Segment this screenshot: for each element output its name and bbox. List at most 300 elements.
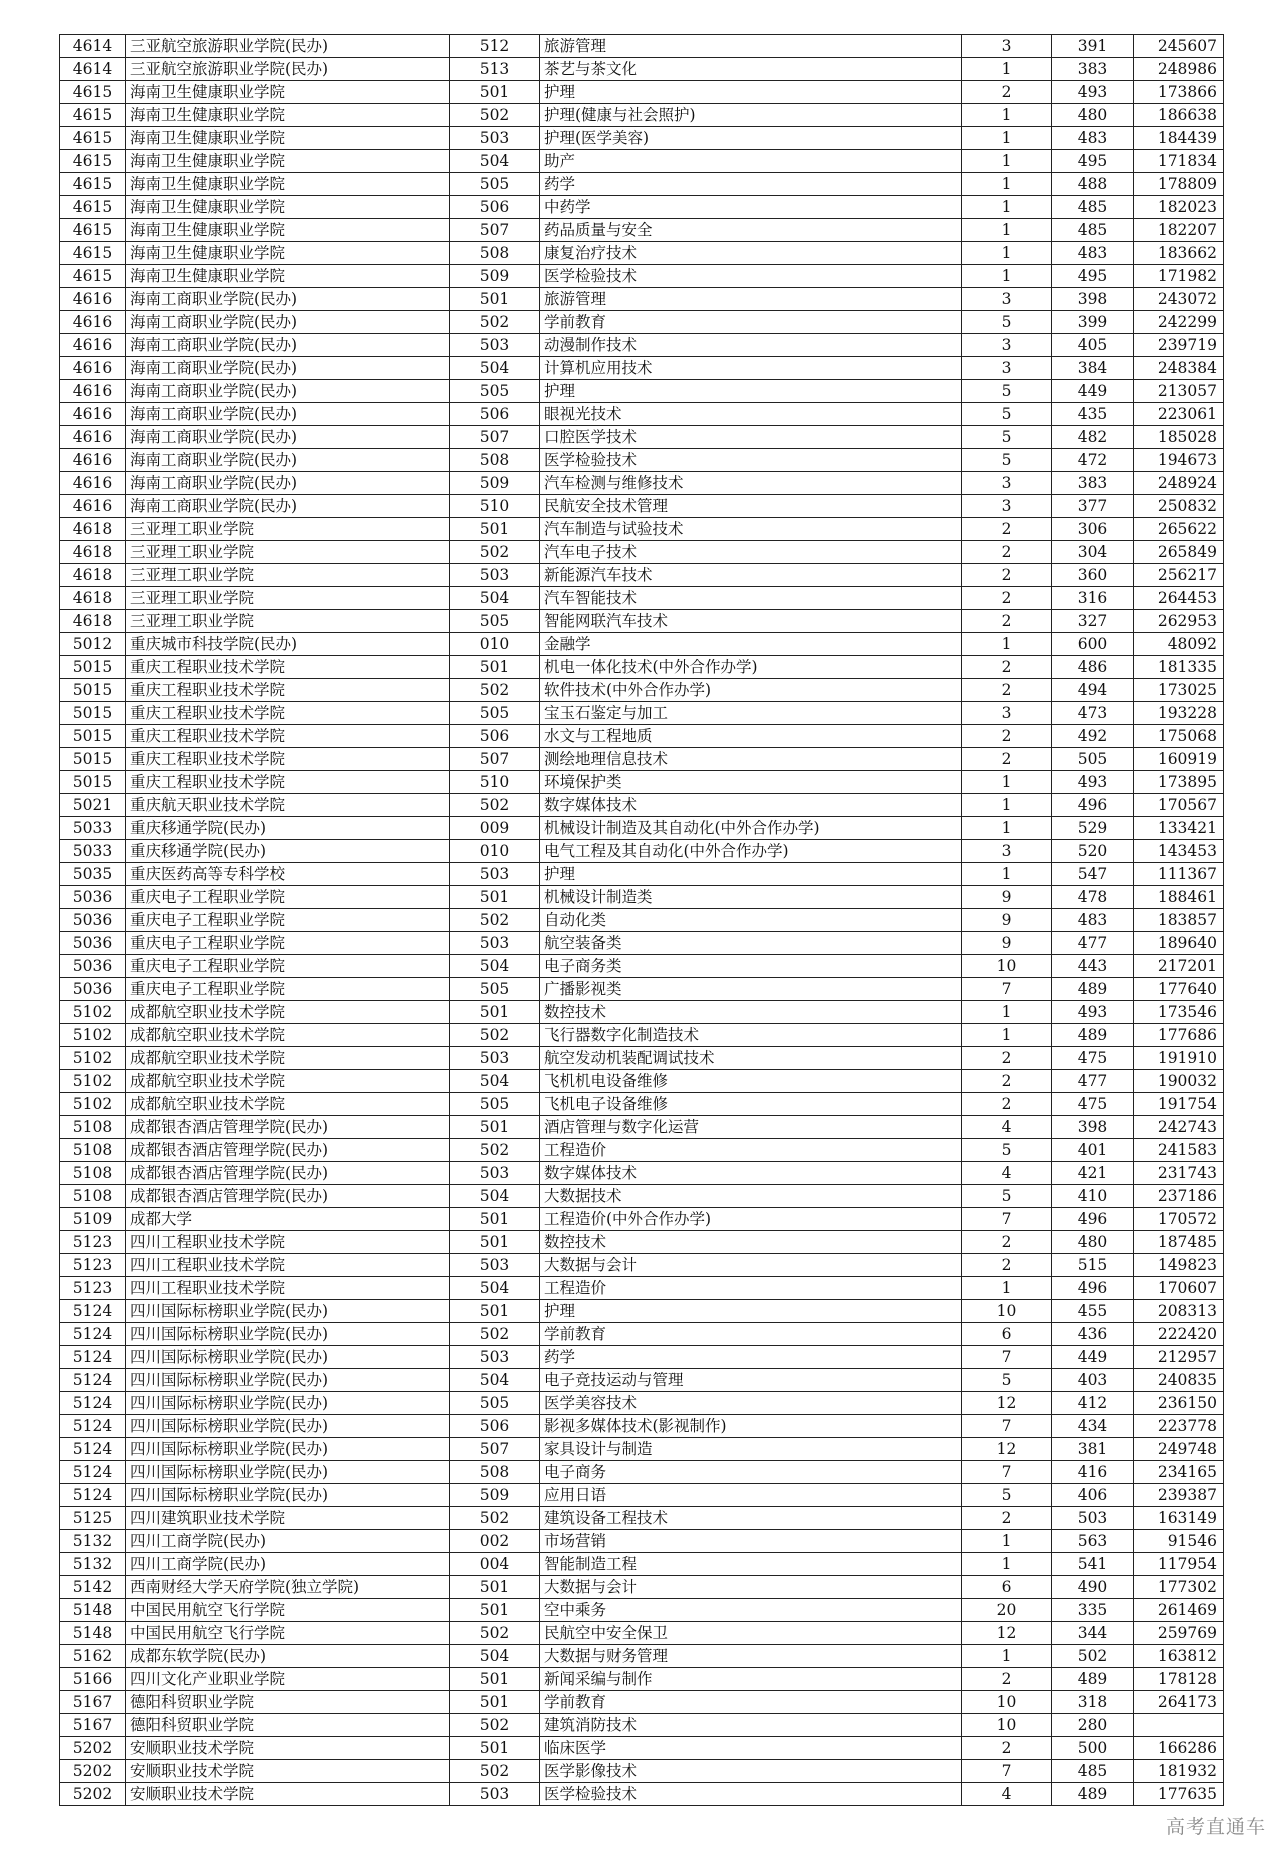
- plan-count-cell: 1: [962, 1024, 1052, 1047]
- major-name-cell: 动漫制作技术: [540, 334, 962, 357]
- plan-count-cell: 2: [962, 1047, 1052, 1070]
- min-score-cell: 435: [1052, 403, 1134, 426]
- major-code-cell: 505: [450, 978, 540, 1001]
- major-name-cell: 护理: [540, 380, 962, 403]
- school-code-cell: 5033: [60, 817, 126, 840]
- min-score-cell: 492: [1052, 725, 1134, 748]
- school-name-cell: 四川工程职业技术学院: [126, 1254, 450, 1277]
- plan-count-cell: 5: [962, 380, 1052, 403]
- school-code-cell: 5036: [60, 886, 126, 909]
- table-row: [60, 1553, 1224, 1576]
- major-name-cell: 空中乘务: [540, 1599, 962, 1622]
- major-name-cell: 中药学: [540, 196, 962, 219]
- min-score-cell: 496: [1052, 794, 1134, 817]
- min-score-cell: 477: [1052, 1070, 1134, 1093]
- min-rank-cell: 181932: [1134, 1760, 1224, 1783]
- school-name-cell: 海南卫生健康职业学院: [126, 242, 450, 265]
- major-code-cell: 503: [450, 1254, 540, 1277]
- plan-count-cell: 1: [962, 173, 1052, 196]
- min-score-cell: 416: [1052, 1461, 1134, 1484]
- school-name-cell: 四川国际标榜职业学院(民办): [126, 1484, 450, 1507]
- min-score-cell: 478: [1052, 886, 1134, 909]
- min-rank-cell: 133421: [1134, 817, 1224, 840]
- school-name-cell: 成都银杏酒店管理学院(民办): [126, 1185, 450, 1208]
- school-name-cell: 四川工商学院(民办): [126, 1530, 450, 1553]
- table-row: [60, 1737, 1224, 1760]
- school-name-cell: 海南工商职业学院(民办): [126, 311, 450, 334]
- plan-count-cell: 10: [962, 1714, 1052, 1737]
- min-score-cell: 483: [1052, 242, 1134, 265]
- table-row: [60, 242, 1224, 265]
- school-code-cell: 5124: [60, 1392, 126, 1415]
- min-score-cell: 600: [1052, 633, 1134, 656]
- major-name-cell: 建筑设备工程技术: [540, 1507, 962, 1530]
- plan-count-cell: 3: [962, 357, 1052, 380]
- min-score-cell: 306: [1052, 518, 1134, 541]
- min-score-cell: 489: [1052, 1024, 1134, 1047]
- plan-count-cell: 20: [962, 1599, 1052, 1622]
- min-rank-cell: 231743: [1134, 1162, 1224, 1185]
- min-score-cell: 541: [1052, 1553, 1134, 1576]
- min-score-cell: 485: [1052, 219, 1134, 242]
- major-name-cell: 自动化类: [540, 909, 962, 932]
- plan-count-cell: 5: [962, 1369, 1052, 1392]
- school-code-cell: 4615: [60, 104, 126, 127]
- table-row: [60, 1047, 1224, 1070]
- school-name-cell: 四川工程职业技术学院: [126, 1277, 450, 1300]
- plan-count-cell: 5: [962, 426, 1052, 449]
- major-code-cell: 504: [450, 357, 540, 380]
- min-rank-cell: 166286: [1134, 1737, 1224, 1760]
- major-name-cell: 数控技术: [540, 1001, 962, 1024]
- school-name-cell: 中国民用航空飞行学院: [126, 1599, 450, 1622]
- major-code-cell: 501: [450, 518, 540, 541]
- plan-count-cell: 2: [962, 610, 1052, 633]
- major-code-cell: 502: [450, 1024, 540, 1047]
- school-name-cell: 海南工商职业学院(民办): [126, 380, 450, 403]
- major-code-cell: 504: [450, 1645, 540, 1668]
- min-rank-cell: 183662: [1134, 242, 1224, 265]
- major-name-cell: 大数据与会计: [540, 1254, 962, 1277]
- major-code-cell: 502: [450, 1714, 540, 1737]
- major-code-cell: 501: [450, 81, 540, 104]
- min-score-cell: 485: [1052, 196, 1134, 219]
- major-name-cell: 市场营销: [540, 1530, 962, 1553]
- min-rank-cell: 259769: [1134, 1622, 1224, 1645]
- plan-count-cell: 1: [962, 104, 1052, 127]
- min-rank-cell: 117954: [1134, 1553, 1224, 1576]
- school-name-cell: 海南卫生健康职业学院: [126, 127, 450, 150]
- plan-count-cell: 2: [962, 1254, 1052, 1277]
- plan-count-cell: 2: [962, 679, 1052, 702]
- major-code-cell: 505: [450, 1392, 540, 1415]
- school-name-cell: 海南卫生健康职业学院: [126, 81, 450, 104]
- table-row: [60, 1139, 1224, 1162]
- table-row: [60, 104, 1224, 127]
- min-score-cell: 488: [1052, 173, 1134, 196]
- school-code-cell: 5036: [60, 932, 126, 955]
- min-rank-cell: 239719: [1134, 334, 1224, 357]
- min-rank-cell: 236150: [1134, 1392, 1224, 1415]
- plan-count-cell: 7: [962, 1760, 1052, 1783]
- min-rank-cell: 222420: [1134, 1323, 1224, 1346]
- school-code-cell: 5036: [60, 909, 126, 932]
- plan-count-cell: 5: [962, 311, 1052, 334]
- major-name-cell: 环境保护类: [540, 771, 962, 794]
- school-name-cell: 成都银杏酒店管理学院(民办): [126, 1139, 450, 1162]
- plan-count-cell: 5: [962, 1185, 1052, 1208]
- school-code-cell: 5124: [60, 1323, 126, 1346]
- school-code-cell: 4616: [60, 449, 126, 472]
- min-rank-cell: 245607: [1134, 35, 1224, 58]
- school-code-cell: 5015: [60, 702, 126, 725]
- major-code-cell: 004: [450, 1553, 540, 1576]
- min-rank-cell: 173025: [1134, 679, 1224, 702]
- min-rank-cell: 181335: [1134, 656, 1224, 679]
- major-name-cell: 药学: [540, 173, 962, 196]
- min-rank-cell: 242743: [1134, 1116, 1224, 1139]
- school-code-cell: 5202: [60, 1783, 126, 1806]
- min-score-cell: 406: [1052, 1484, 1134, 1507]
- school-name-cell: 四川国际标榜职业学院(民办): [126, 1438, 450, 1461]
- min-rank-cell: 173546: [1134, 1001, 1224, 1024]
- min-score-cell: 381: [1052, 1438, 1134, 1461]
- major-name-cell: 机械设计制造及其自动化(中外合作办学): [540, 817, 962, 840]
- school-code-cell: 5012: [60, 633, 126, 656]
- school-code-cell: 5102: [60, 1024, 126, 1047]
- min-score-cell: 547: [1052, 863, 1134, 886]
- plan-count-cell: 1: [962, 1530, 1052, 1553]
- major-code-cell: 009: [450, 817, 540, 840]
- major-name-cell: 眼视光技术: [540, 403, 962, 426]
- min-score-cell: 489: [1052, 1668, 1134, 1691]
- major-name-cell: 飞行器数字化制造技术: [540, 1024, 962, 1047]
- min-rank-cell: 193228: [1134, 702, 1224, 725]
- table-row: [60, 1461, 1224, 1484]
- school-code-cell: 5123: [60, 1277, 126, 1300]
- min-rank-cell: 237186: [1134, 1185, 1224, 1208]
- min-rank-cell: 178809: [1134, 173, 1224, 196]
- min-rank-cell: 223061: [1134, 403, 1224, 426]
- major-code-cell: 501: [450, 1116, 540, 1139]
- table-row: [60, 564, 1224, 587]
- plan-count-cell: 12: [962, 1392, 1052, 1415]
- school-name-cell: 海南卫生健康职业学院: [126, 219, 450, 242]
- plan-count-cell: 2: [962, 725, 1052, 748]
- min-rank-cell: 189640: [1134, 932, 1224, 955]
- plan-count-cell: 1: [962, 1645, 1052, 1668]
- school-name-cell: 成都银杏酒店管理学院(民办): [126, 1116, 450, 1139]
- major-name-cell: 学前教育: [540, 1323, 962, 1346]
- school-code-cell: 5123: [60, 1231, 126, 1254]
- major-name-cell: 航空装备类: [540, 932, 962, 955]
- school-name-cell: 重庆工程职业技术学院: [126, 748, 450, 771]
- min-rank-cell: 178128: [1134, 1668, 1224, 1691]
- min-rank-cell: 48092: [1134, 633, 1224, 656]
- school-name-cell: 四川工商学院(民办): [126, 1553, 450, 1576]
- school-code-cell: 5167: [60, 1691, 126, 1714]
- min-rank-cell: 217201: [1134, 955, 1224, 978]
- major-code-cell: 503: [450, 863, 540, 886]
- min-score-cell: 483: [1052, 909, 1134, 932]
- min-rank-cell: 177302: [1134, 1576, 1224, 1599]
- major-name-cell: 工程造价(中外合作办学): [540, 1208, 962, 1231]
- plan-count-cell: 3: [962, 334, 1052, 357]
- major-name-cell: 大数据技术: [540, 1185, 962, 1208]
- table-row: [60, 679, 1224, 702]
- plan-count-cell: 5: [962, 1484, 1052, 1507]
- min-score-cell: 401: [1052, 1139, 1134, 1162]
- min-score-cell: 495: [1052, 265, 1134, 288]
- major-name-cell: 建筑消防技术: [540, 1714, 962, 1737]
- school-name-cell: 三亚理工职业学院: [126, 564, 450, 587]
- table-row: [60, 1714, 1224, 1737]
- plan-count-cell: 7: [962, 1461, 1052, 1484]
- major-code-cell: 501: [450, 1668, 540, 1691]
- school-code-cell: 5132: [60, 1530, 126, 1553]
- plan-count-cell: 2: [962, 1070, 1052, 1093]
- min-rank-cell: 265849: [1134, 541, 1224, 564]
- min-rank-cell: 191754: [1134, 1093, 1224, 1116]
- plan-count-cell: 9: [962, 909, 1052, 932]
- table-row: [60, 1691, 1224, 1714]
- school-name-cell: 西南财经大学天府学院(独立学院): [126, 1576, 450, 1599]
- min-score-cell: 304: [1052, 541, 1134, 564]
- school-code-cell: 5033: [60, 840, 126, 863]
- table-row: [60, 1001, 1224, 1024]
- major-name-cell: 护理: [540, 863, 962, 886]
- min-rank-cell: 248384: [1134, 357, 1224, 380]
- major-code-cell: 509: [450, 265, 540, 288]
- school-name-cell: 海南工商职业学院(民办): [126, 426, 450, 449]
- major-code-cell: 502: [450, 1507, 540, 1530]
- min-score-cell: 398: [1052, 1116, 1134, 1139]
- school-code-cell: 5108: [60, 1162, 126, 1185]
- school-name-cell: 海南工商职业学院(民办): [126, 449, 450, 472]
- school-code-cell: 5108: [60, 1139, 126, 1162]
- school-name-cell: 重庆电子工程职业学院: [126, 886, 450, 909]
- major-name-cell: 计算机应用技术: [540, 357, 962, 380]
- major-code-cell: 504: [450, 587, 540, 610]
- plan-count-cell: 2: [962, 518, 1052, 541]
- school-name-cell: 四川国际标榜职业学院(民办): [126, 1392, 450, 1415]
- major-name-cell: 医学美容技术: [540, 1392, 962, 1415]
- plan-count-cell: 3: [962, 495, 1052, 518]
- school-name-cell: 海南工商职业学院(民办): [126, 357, 450, 380]
- major-code-cell: 502: [450, 909, 540, 932]
- table-row: [60, 702, 1224, 725]
- school-name-cell: 四川国际标榜职业学院(民办): [126, 1323, 450, 1346]
- table-row: [60, 1438, 1224, 1461]
- min-score-cell: 383: [1052, 472, 1134, 495]
- school-code-cell: 5124: [60, 1461, 126, 1484]
- major-name-cell: 学前教育: [540, 1691, 962, 1714]
- min-score-cell: 482: [1052, 426, 1134, 449]
- major-code-cell: 505: [450, 173, 540, 196]
- school-name-cell: 重庆医药高等专科学校: [126, 863, 450, 886]
- table-row: [60, 150, 1224, 173]
- school-name-cell: 四川国际标榜职业学院(民办): [126, 1346, 450, 1369]
- major-code-cell: 502: [450, 104, 540, 127]
- min-score-cell: 399: [1052, 311, 1134, 334]
- plan-count-cell: 1: [962, 242, 1052, 265]
- major-code-cell: 501: [450, 1737, 540, 1760]
- school-name-cell: 重庆工程职业技术学院: [126, 725, 450, 748]
- school-code-cell: 4615: [60, 196, 126, 219]
- major-code-cell: 503: [450, 1047, 540, 1070]
- table-row: [60, 403, 1224, 426]
- major-code-cell: 503: [450, 564, 540, 587]
- major-name-cell: 大数据与财务管理: [540, 1645, 962, 1668]
- table-row: [60, 1783, 1224, 1806]
- min-rank-cell: 261469: [1134, 1599, 1224, 1622]
- min-score-cell: 520: [1052, 840, 1134, 863]
- plan-count-cell: 1: [962, 219, 1052, 242]
- min-score-cell: 327: [1052, 610, 1134, 633]
- major-code-cell: 504: [450, 1369, 540, 1392]
- school-name-cell: 重庆电子工程职业学院: [126, 909, 450, 932]
- table-row: [60, 1070, 1224, 1093]
- table-row: [60, 817, 1224, 840]
- major-code-cell: 010: [450, 633, 540, 656]
- table-row: [60, 1116, 1224, 1139]
- school-code-cell: 4615: [60, 150, 126, 173]
- major-code-cell: 508: [450, 242, 540, 265]
- min-score-cell: 434: [1052, 1415, 1134, 1438]
- table-row: [60, 58, 1224, 81]
- major-name-cell: 广播影视类: [540, 978, 962, 1001]
- school-name-cell: 海南工商职业学院(民办): [126, 334, 450, 357]
- school-code-cell: 4616: [60, 334, 126, 357]
- school-code-cell: 5015: [60, 679, 126, 702]
- school-code-cell: 5124: [60, 1346, 126, 1369]
- plan-count-cell: 3: [962, 702, 1052, 725]
- school-code-cell: 5166: [60, 1668, 126, 1691]
- school-code-cell: 5148: [60, 1599, 126, 1622]
- min-score-cell: 335: [1052, 1599, 1134, 1622]
- major-name-cell: 护理: [540, 81, 962, 104]
- major-name-cell: 航空发动机装配调试技术: [540, 1047, 962, 1070]
- min-rank-cell: 242299: [1134, 311, 1224, 334]
- min-rank-cell: 240835: [1134, 1369, 1224, 1392]
- table-row: [60, 1185, 1224, 1208]
- major-code-cell: 502: [450, 1139, 540, 1162]
- min-rank-cell: 234165: [1134, 1461, 1224, 1484]
- school-name-cell: 海南工商职业学院(民办): [126, 288, 450, 311]
- school-code-cell: 4616: [60, 495, 126, 518]
- min-rank-cell: 91546: [1134, 1530, 1224, 1553]
- table-row: [60, 1507, 1224, 1530]
- plan-count-cell: 12: [962, 1438, 1052, 1461]
- major-name-cell: 民航安全技术管理: [540, 495, 962, 518]
- table-row: [60, 495, 1224, 518]
- major-name-cell: 机械设计制造类: [540, 886, 962, 909]
- major-name-cell: 医学检验技术: [540, 449, 962, 472]
- plan-count-cell: 1: [962, 771, 1052, 794]
- table-row: [60, 794, 1224, 817]
- major-code-cell: 507: [450, 748, 540, 771]
- plan-count-cell: 7: [962, 1346, 1052, 1369]
- plan-count-cell: 2: [962, 1093, 1052, 1116]
- major-code-cell: 501: [450, 1300, 540, 1323]
- min-rank-cell: 170607: [1134, 1277, 1224, 1300]
- min-rank-cell: 241583: [1134, 1139, 1224, 1162]
- major-name-cell: 大数据与会计: [540, 1576, 962, 1599]
- min-rank-cell: 265622: [1134, 518, 1224, 541]
- major-code-cell: 502: [450, 311, 540, 334]
- table-row: [60, 219, 1224, 242]
- school-name-cell: 成都航空职业技术学院: [126, 1001, 450, 1024]
- table-row: [60, 1760, 1224, 1783]
- school-name-cell: 成都大学: [126, 1208, 450, 1231]
- major-code-cell: 502: [450, 794, 540, 817]
- major-code-cell: 506: [450, 1415, 540, 1438]
- min-rank-cell: 163149: [1134, 1507, 1224, 1530]
- major-code-cell: 505: [450, 610, 540, 633]
- major-name-cell: 旅游管理: [540, 35, 962, 58]
- table-row: [60, 265, 1224, 288]
- min-score-cell: 477: [1052, 932, 1134, 955]
- major-name-cell: 护理(医学美容): [540, 127, 962, 150]
- school-name-cell: 四川国际标榜职业学院(民办): [126, 1415, 450, 1438]
- table-row: [60, 1369, 1224, 1392]
- plan-count-cell: 10: [962, 955, 1052, 978]
- school-code-cell: 4615: [60, 173, 126, 196]
- major-code-cell: 506: [450, 196, 540, 219]
- plan-count-cell: 1: [962, 863, 1052, 886]
- major-name-cell: 数控技术: [540, 1231, 962, 1254]
- major-code-cell: 513: [450, 58, 540, 81]
- plan-count-cell: 3: [962, 472, 1052, 495]
- major-name-cell: 医学影像技术: [540, 1760, 962, 1783]
- plan-count-cell: 9: [962, 932, 1052, 955]
- table-row: [60, 587, 1224, 610]
- plan-count-cell: 1: [962, 633, 1052, 656]
- major-code-cell: 512: [450, 35, 540, 58]
- school-name-cell: 成都航空职业技术学院: [126, 1070, 450, 1093]
- major-code-cell: 509: [450, 1484, 540, 1507]
- min-rank-cell: 171834: [1134, 150, 1224, 173]
- min-score-cell: 377: [1052, 495, 1134, 518]
- school-code-cell: 4618: [60, 610, 126, 633]
- major-name-cell: 茶艺与茶文化: [540, 58, 962, 81]
- school-code-cell: 4616: [60, 288, 126, 311]
- min-score-cell: 475: [1052, 1047, 1134, 1070]
- major-code-cell: 502: [450, 541, 540, 564]
- min-rank-cell: 256217: [1134, 564, 1224, 587]
- table-row: [60, 840, 1224, 863]
- min-score-cell: 403: [1052, 1369, 1134, 1392]
- min-rank-cell: 212957: [1134, 1346, 1224, 1369]
- min-score-cell: 412: [1052, 1392, 1134, 1415]
- school-code-cell: 5015: [60, 748, 126, 771]
- major-code-cell: 503: [450, 1162, 540, 1185]
- school-name-cell: 安顺职业技术学院: [126, 1760, 450, 1783]
- school-code-cell: 5202: [60, 1737, 126, 1760]
- major-name-cell: 飞机机电设备维修: [540, 1070, 962, 1093]
- min-score-cell: 472: [1052, 449, 1134, 472]
- min-score-cell: 493: [1052, 81, 1134, 104]
- school-code-cell: 4615: [60, 127, 126, 150]
- plan-count-cell: 1: [962, 794, 1052, 817]
- major-code-cell: 507: [450, 426, 540, 449]
- major-code-cell: 504: [450, 1277, 540, 1300]
- min-score-cell: 384: [1052, 357, 1134, 380]
- school-name-cell: 成都航空职业技术学院: [126, 1024, 450, 1047]
- min-score-cell: 449: [1052, 380, 1134, 403]
- min-rank-cell: 184439: [1134, 127, 1224, 150]
- plan-count-cell: 2: [962, 541, 1052, 564]
